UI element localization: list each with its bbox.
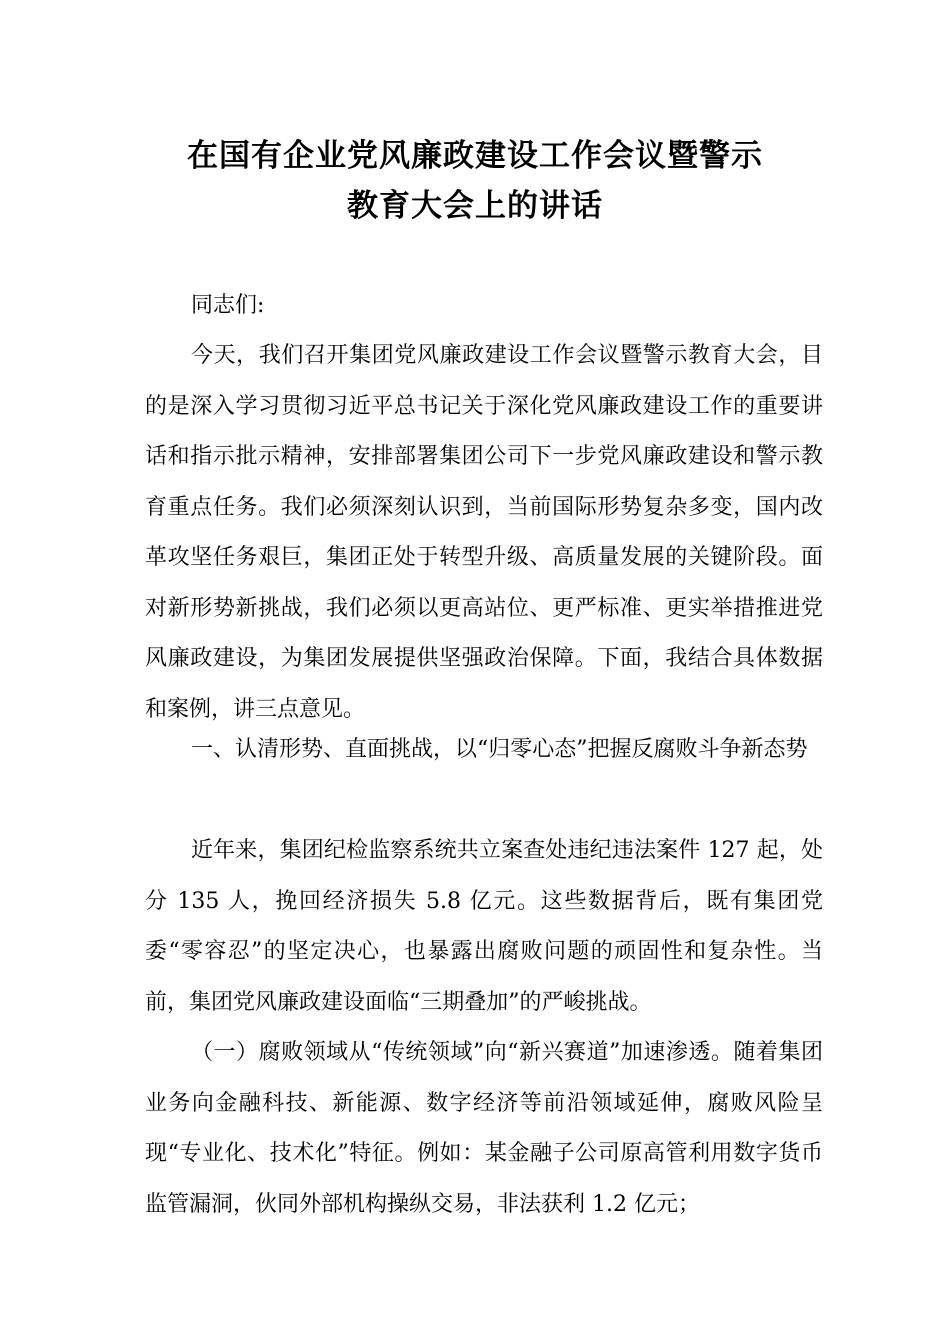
paragraph-situation: 近年来，集团纪检监察系统共立案查处违纪违法案件 127 起，处分 135 人，挽回经济损失 5.8 亿元。这些数据背后，既有集团党委“零容忍”的坚定决心，也暴露出腐败问题的顽固性和复杂性。当前，集团党风廉政建设面临“三期叠加”的严峻挑战。 bbox=[145, 838, 823, 1015]
paragraph-opening: 今天，我们召开集团党风廉政建设工作会议暨警示教育大会，目的是深入学习贯彻习近平总书记关于深化党风廉政建设工作的重要讲话和指示批示精神，安排部署集团公司下一步党风廉政建设和警示教育重点任务。我们必须深刻认识到，当前国际形势复杂多变，国内改革攻坚任务艰巨，集团正处于转型升级、高质量发展的关键阶段。面对新形势新挑战，我们必须以更高站位、更严标准、更实举措推进党风廉政建设，为集团发展提供坚强政治保障。下面，我结合具体数据和案例，讲三点意见。 bbox=[145, 343, 823, 722]
paragraph-subpoint-1: （一）腐败领域从“传统领域”向“新兴赛道”加速渗透。随着集团业务向金融科技、新能源、数字经济等前沿领域延伸，腐败风险呈现“专业化、技术化”特征。例如：某金融子公司原高管利用数字货币监管漏洞，伙同外部机构操纵交易，非法获利 1.2 亿元； bbox=[145, 1040, 823, 1217]
salutation: 同志们: bbox=[191, 293, 265, 318]
document-title-line-1: 在国有企业党风廉政建设工作会议暨警示 bbox=[187, 138, 763, 174]
document-title-line-2: 教育大会上的讲话 bbox=[347, 188, 603, 224]
section-heading-1: 一、认清形势、直面挑战，以“归零心态”把握反腐败斗争新态势 bbox=[191, 737, 808, 762]
